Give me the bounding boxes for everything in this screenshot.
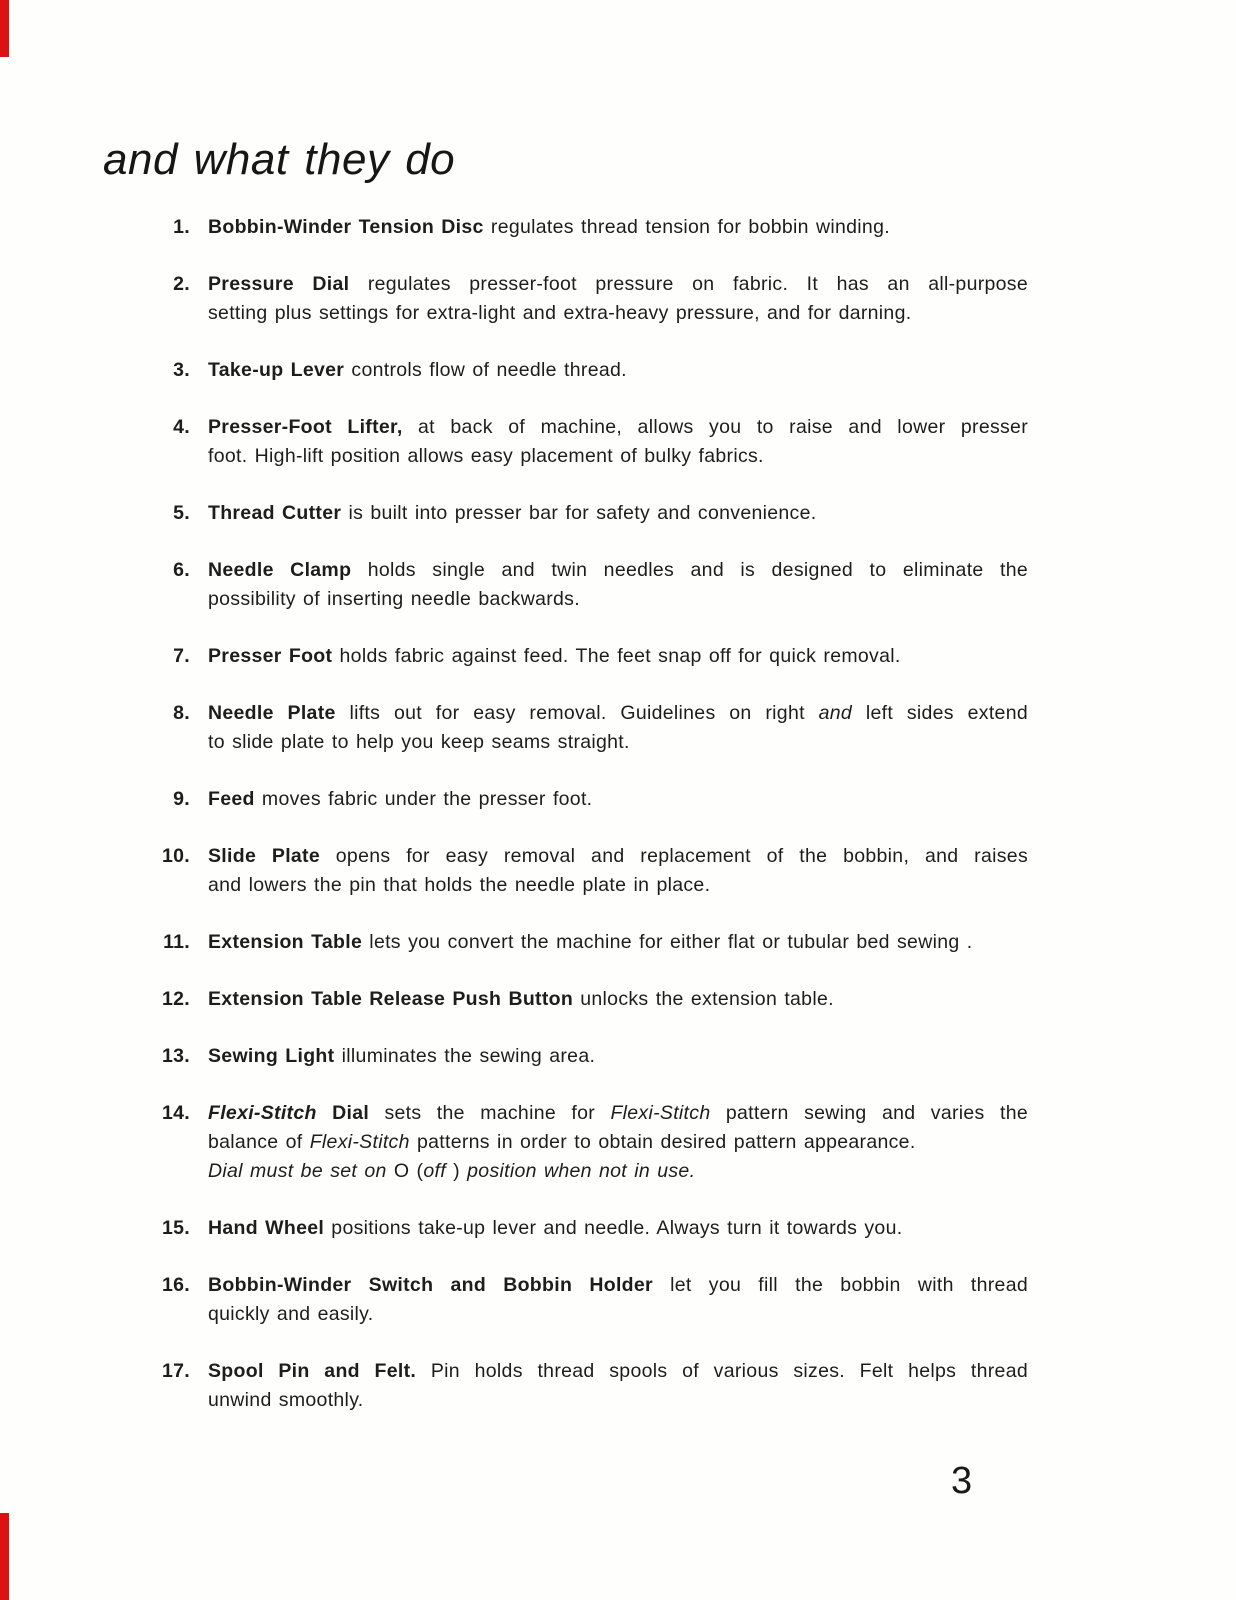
list-item	[150, 985, 1030, 1014]
item-number: 11.	[163, 931, 190, 953]
text-line: Presser Foot holds fabric against feed. The feet snap off for quick removal.	[208, 645, 901, 667]
item-text	[208, 785, 1028, 814]
item-text	[208, 985, 1028, 1014]
item-number: 6.	[173, 559, 190, 581]
item-number: 17.	[161, 1360, 190, 1382]
text-line: Slide Plate opens for easy removal and replacement of the bobbin, and raises	[208, 845, 1028, 867]
text-line: Needle Plate lifts out for easy removal. Guidelines on right and left sides extend	[208, 702, 1028, 724]
item-number: 14.	[161, 1102, 190, 1124]
item-number: 5.	[173, 502, 190, 524]
text-line: Spool Pin and Felt. Pin holds thread spools of various sizes. Felt helps thread	[208, 1360, 1028, 1382]
item-text	[208, 1357, 1028, 1415]
item-text	[208, 842, 1028, 900]
item-text	[208, 1214, 1028, 1243]
list-item	[150, 785, 1030, 814]
text-line: Needle Clamp holds single and twin needles and is designed to eliminate the	[208, 559, 1029, 581]
item-text	[208, 1099, 1028, 1186]
text-line: Dial must be set on O (off ) position when not in use.	[208, 1160, 696, 1182]
text-line: Hand Wheel positions take-up lever and needle. Always turn it towards you.	[208, 1217, 903, 1239]
text-line: foot. High-lift position allows easy placement of bulky fabrics.	[208, 445, 764, 467]
list-item	[150, 499, 1030, 528]
text-line: Sewing Light illuminates the sewing area.	[208, 1045, 596, 1067]
text-line: Bobbin-Winder Tension Disc regulates thread tension for bobbin winding.	[208, 216, 890, 238]
item-text	[208, 642, 1028, 671]
list-item	[150, 699, 1030, 757]
item-text	[208, 1271, 1028, 1329]
item-number: 7.	[173, 645, 190, 667]
list-item	[150, 213, 1030, 242]
text-line: Bobbin-Winder Switch and Bobbin Holder let you fill the bobbin with thread	[208, 1274, 1028, 1296]
text-line: and lowers the pin that holds the needle plate in place.	[208, 874, 711, 896]
item-text	[208, 356, 1028, 385]
text-line: balance of Flexi-Stitch patterns in order to obtain desired pattern appearance.	[208, 1131, 916, 1153]
text-line: setting plus settings for extra-light and extra-heavy pressure, and for darning.	[208, 302, 912, 324]
item-number: 12.	[161, 988, 190, 1010]
item-number: 13.	[161, 1045, 190, 1067]
text-line: Extension Table Release Push Button unlocks the extension table.	[208, 988, 834, 1010]
text-line: Thread Cutter is built into presser bar for safety and convenience.	[208, 502, 817, 524]
item-number: 1.	[173, 216, 190, 238]
red-edge-mark-bottom	[0, 1513, 9, 1600]
parts-list	[150, 213, 1030, 1443]
item-number: 9.	[173, 788, 190, 810]
item-text	[208, 699, 1028, 757]
item-text	[208, 270, 1028, 328]
list-item	[150, 1042, 1030, 1071]
text-line: Presser-Foot Lifter, at back of machine, allows you to raise and lower presser	[208, 416, 1028, 438]
text-line: unwind smoothly.	[208, 1389, 364, 1411]
text-line: Extension Table lets you convert the machine for either flat or tubular bed sewing .	[208, 931, 973, 953]
list-item	[150, 1271, 1030, 1329]
item-number: 16.	[161, 1274, 190, 1296]
item-text	[208, 928, 1028, 957]
list-item	[150, 1214, 1030, 1243]
item-number: 8.	[173, 702, 190, 724]
red-edge-mark-top	[0, 0, 9, 57]
list-item	[150, 356, 1030, 385]
list-item	[150, 928, 1030, 957]
item-number: 15.	[161, 1217, 190, 1239]
item-text	[208, 1042, 1028, 1071]
item-text	[208, 413, 1028, 471]
item-number: 10.	[161, 845, 190, 867]
list-item	[150, 1357, 1030, 1415]
item-number: 4.	[173, 416, 190, 438]
item-number: 2.	[173, 273, 190, 295]
page-title: and what they do	[103, 135, 456, 184]
text-line: Take-up Lever controls flow of needle thread.	[208, 359, 627, 381]
text-line: to slide plate to help you keep seams straight.	[208, 731, 630, 753]
list-item	[150, 556, 1030, 614]
text-line: Flexi-Stitch Dial sets the machine for Flexi-Stitch pattern sewing and varies the	[208, 1102, 1028, 1124]
text-line: Pressure Dial regulates presser-foot pressure on fabric. It has an all-purpose	[208, 273, 1028, 295]
list-item	[150, 1099, 1030, 1186]
text-line: possibility of inserting needle backwards.	[208, 588, 580, 610]
text-line: Feed moves fabric under the presser foot.	[208, 788, 593, 810]
list-item	[150, 413, 1030, 471]
item-text	[208, 556, 1028, 614]
item-text	[208, 499, 1028, 528]
item-text	[208, 213, 1028, 242]
page-number: 3	[951, 1460, 973, 1502]
item-number: 3.	[173, 359, 190, 381]
list-item	[150, 270, 1030, 328]
text-line: quickly and easily.	[208, 1303, 374, 1325]
list-item	[150, 642, 1030, 671]
list-item	[150, 842, 1030, 900]
